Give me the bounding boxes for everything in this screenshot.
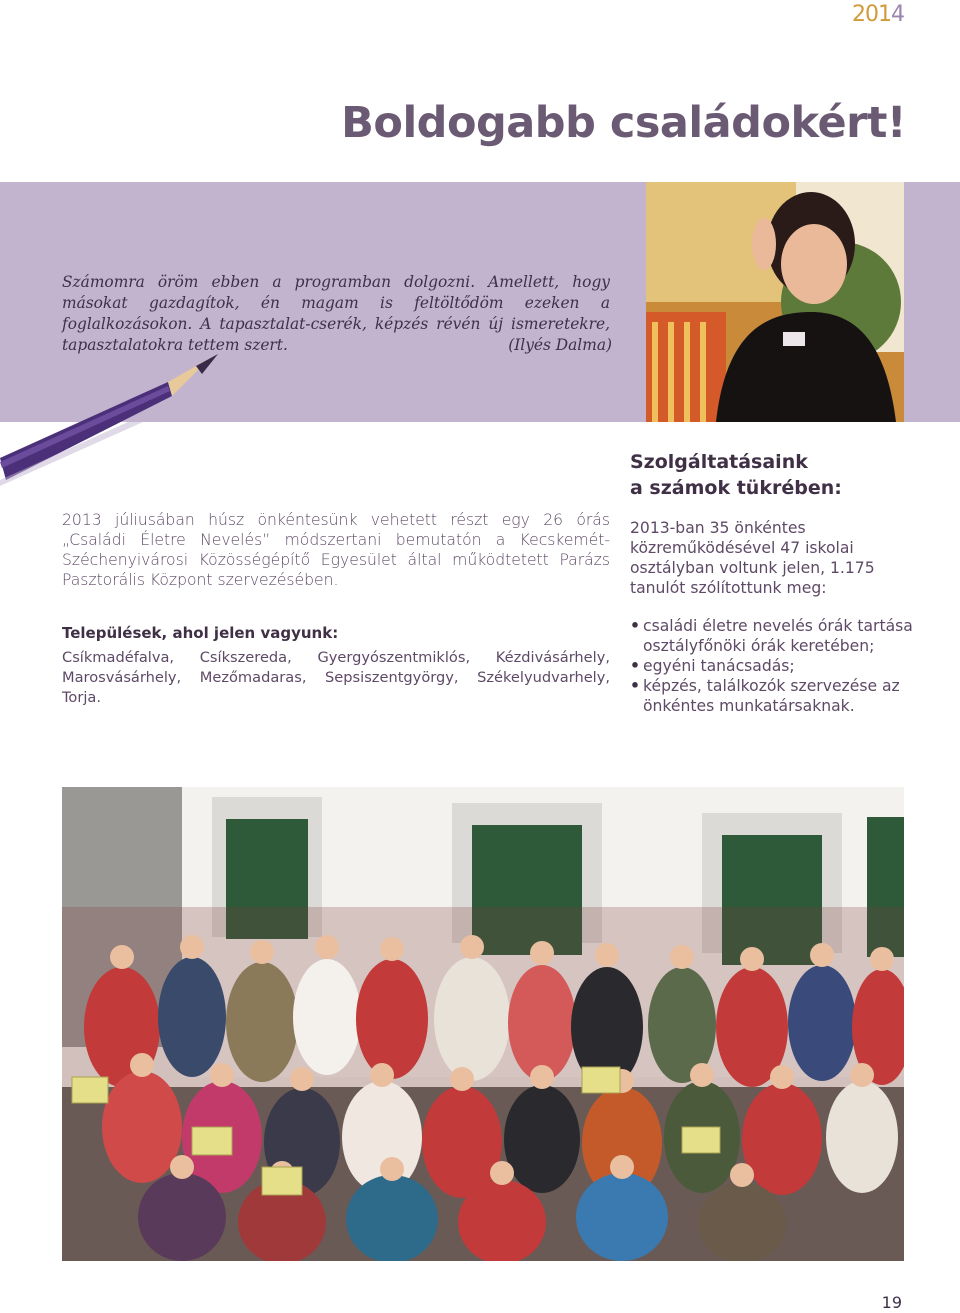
volunteer-portrait-photo (646, 182, 904, 422)
places-list-text: Csíkmadéfalva, Csíkszereda, Gyergyószentmiklós, Kézdivásárhely, Marosvásárhely, Mezőmadaras, Sepsiszentgyörgy, Székelyudvarhely, Torja. (62, 649, 610, 706)
group-photo (62, 787, 904, 1261)
pencil-illustration (0, 340, 230, 500)
services-list (630, 616, 920, 716)
services-list-item: • képzés, találkozók szervezése az önkéntes munkatársaknak. (630, 676, 920, 716)
services-heading-line1: Szolgáltatásaink (630, 451, 808, 473)
intro-paragraph: 2013 júliusában húsz önkéntesünk vehetett részt egy 26 órás „Családi Életre Nevelés” módszertani bemutatón a Kecskemét-Széchenyivárosi Közösségépítő Egyesület által működtetett Parázs Pasztorális Központ szervezésében. (62, 511, 610, 589)
year-last-digit: 4 (891, 2, 904, 27)
page-title: Boldogabb családokért! (341, 98, 906, 148)
page-number: 19 (881, 1293, 902, 1312)
quote-author: (Ilyés Dalma) (508, 336, 612, 354)
services-heading-line2: a számok tükrében: (630, 477, 842, 499)
services-list-item: • családi életre nevelés órák tartása osztályfőnöki órák keretében; (630, 616, 920, 656)
services-list-item: • egyéni tanácsadás; (630, 656, 920, 676)
year-digits: 201 (852, 2, 891, 27)
services-intro: 2013-ban 35 önkéntes közreműködésével 47 iskolai osztályban voltunk jelen, 1.175 tanulót szólítottunk meg: (630, 519, 875, 597)
quote-text: Számomra öröm ebben a programban dolgozni. Amellett, hogy másokat gazdagítok, én magam is feltöltődöm ezeken a foglalkozásokon. A tapasztalat-cserék, képzés révén új ismeretekre, tapasztalatokra tettem szert. (62, 273, 610, 354)
services-heading (630, 449, 920, 501)
places-heading: Települések, ahol jelen vagyunk: (62, 624, 339, 642)
year-label (852, 2, 904, 27)
